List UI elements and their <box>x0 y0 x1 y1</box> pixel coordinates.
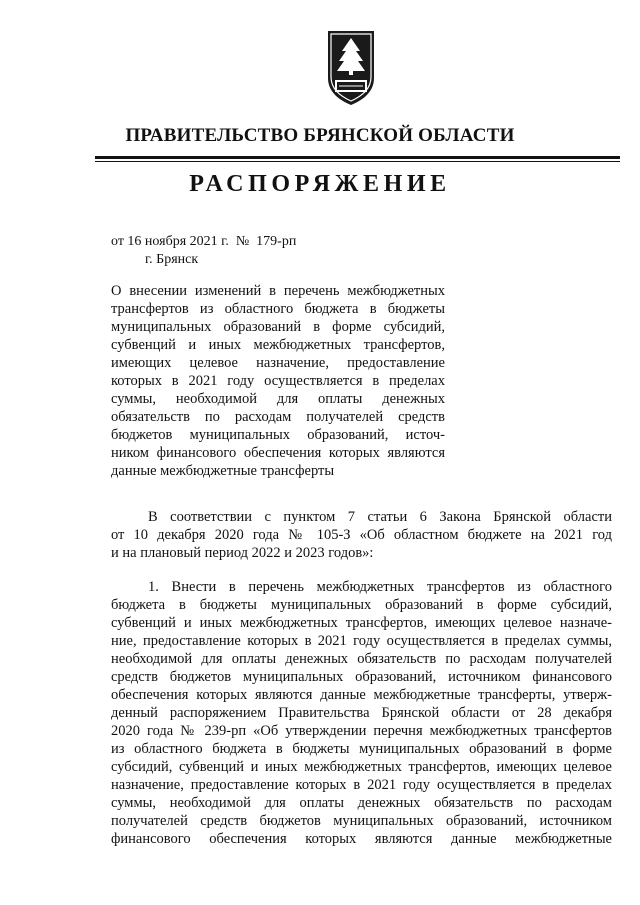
subject-line: трансфертов из областного бюджета в бюджеты <box>111 301 445 317</box>
item-1-line: назначение, предоставление которых в 2021 году осуществляется в пределах <box>111 777 612 793</box>
item-1-line: денный распоряжением Правительства Брянской области от 28 декабря <box>111 705 612 721</box>
header-rule-thin <box>95 161 620 162</box>
coat-of-arms-icon <box>325 28 377 106</box>
item-1-line: необходимой для оплаты денежных обязательств по расходам получателей <box>111 651 612 667</box>
preamble-line: от 10 декабря 2020 года № 105-З «Об областном бюджете на 2021 год <box>111 527 612 543</box>
item-1-line: субсидий, субвенций и иных межбюджетных трансфертов, имеющих целевое <box>111 759 612 775</box>
item-1-line: 2020 года № 239-рп «Об утверждении перечня межбюджетных трансфертов <box>111 723 612 739</box>
organization-title: ПРАВИТЕЛЬСТВО БРЯНСКОЙ ОБЛАСТИ <box>125 125 515 146</box>
document-type-title: РАСПОРЯЖЕНИЕ <box>189 171 451 197</box>
subject-line: муниципальных образований в форме субсидий, <box>111 319 445 335</box>
subject-line: бюджетов муниципальных образований, источ- <box>111 427 445 443</box>
subject-line: суммы, необходимой для оплаты денежных <box>111 391 445 407</box>
item-1-line: получателей средств бюджетов муниципальных образований, источником <box>111 813 612 829</box>
header-rule-thick <box>95 156 620 159</box>
preamble-line: и на плановый период 2022 и 2023 годов»: <box>111 545 374 561</box>
item-1-line: финансового обеспечения которых являются данные межбюджетные <box>111 831 612 847</box>
document-date-number: от 16 ноября 2021 г. № 179-рп <box>111 234 297 249</box>
item-1-line: средств бюджетов муниципальных образований, источником финансового <box>111 669 612 685</box>
subject-line: которых в 2021 году осуществляется в пределах <box>111 373 445 389</box>
item-1-line: 1. Внести в перечень межбюджетных трансфертов из областного <box>148 579 612 595</box>
subject-line: ником финансового обеспечения которых являются <box>111 445 445 461</box>
preamble-line: В соответствии с пунктом 7 статьи 6 Закона Брянской области <box>148 509 612 525</box>
subject-line: субвенций и иных межбюджетных трансфертов, <box>111 337 445 353</box>
item-1-line: субвенций и иных межбюджетных трансфертов, имеющих целевое назначе- <box>111 615 612 631</box>
item-1-line: ние, предоставление которых в 2021 году осуществляется в пределах суммы, <box>111 633 612 649</box>
item-1-line: суммы, необходимой для оплаты денежных обязательств по расходам <box>111 795 612 811</box>
subject-line: данные межбюджетные трансферты <box>111 463 335 479</box>
document-city: г. Брянск <box>145 252 199 267</box>
item-1-line: из областного бюджета в бюджеты муниципальных образований в форме <box>111 741 612 757</box>
subject-line: О внесении изменений в перечень межбюджетных <box>111 283 445 299</box>
item-1-line: бюджета в бюджеты муниципальных образований в форме субсидий, <box>111 597 612 613</box>
item-1-line: обеспечения которых являются данные межбюджетные трансферты, утверж- <box>111 687 612 703</box>
subject-line: обязательств по расходам получателей средств <box>111 409 445 425</box>
subject-line: имеющих целевое назначение, предоставление <box>111 355 445 371</box>
